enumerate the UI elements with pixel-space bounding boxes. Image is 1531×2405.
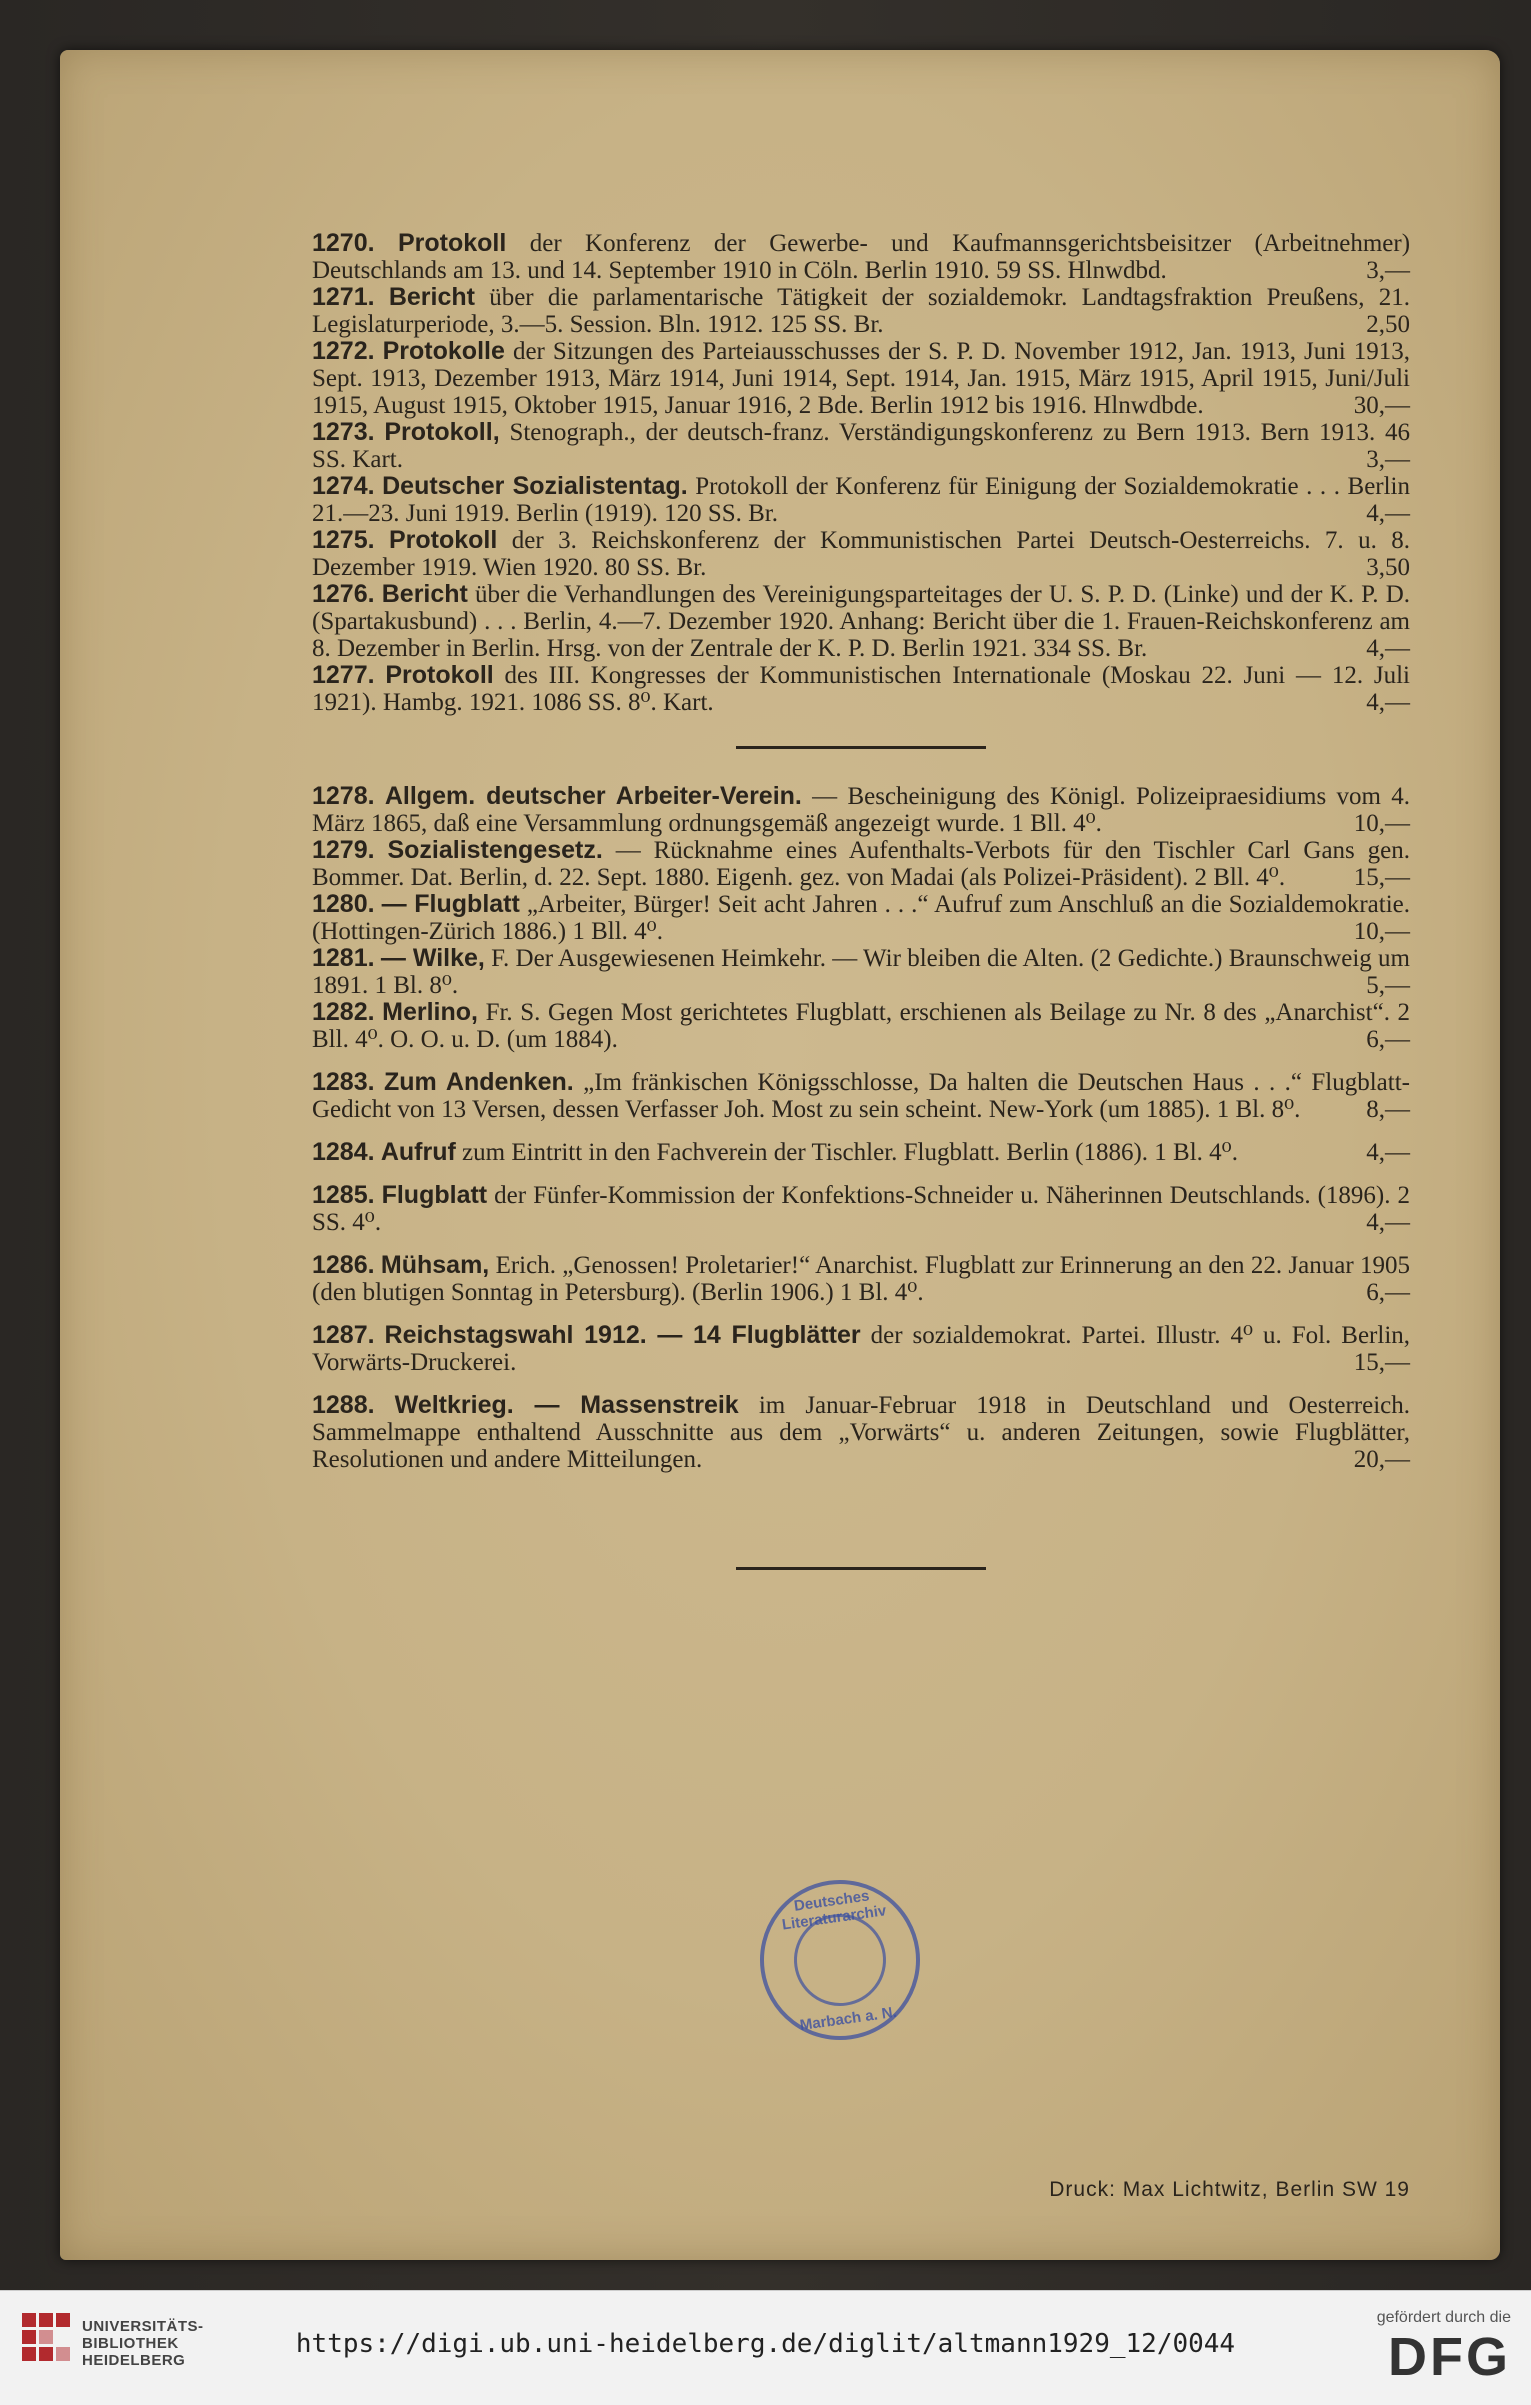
entry-keyword: Flugblatt bbox=[381, 1181, 488, 1209]
entry-keyword: Bericht bbox=[381, 580, 468, 608]
entry-description: Stenograph., der deutsch-franz. Verständigungskonferenz zu Bern 1913. Bern 1913. 46 SS. Kart. bbox=[312, 419, 1411, 473]
entry-description: über die parlamentarische Tätigkeit der sozialdemokr. Landtagsfraktion Preußens, 21. Legislaturperiode, 3.—5. Session. Bln. 1912. 125 SS. Br. bbox=[312, 284, 1411, 338]
ub-name-line: BIBLIOTHEK bbox=[82, 2334, 179, 2352]
entry-price: 4,— bbox=[1366, 500, 1410, 527]
entry-price: 4,— bbox=[1366, 1209, 1410, 1236]
catalog-page bbox=[60, 50, 1500, 2260]
entry-description: der 3. Reichskonferenz der Kommunistischen Partei Deutsch-Oesterreichs. 7. u. 8. Dezember 1919. Wien 1920. 80 SS. Br. bbox=[312, 527, 1411, 581]
entry-keyword: Bericht bbox=[388, 283, 475, 311]
entry-number: 1273. bbox=[312, 418, 375, 446]
catalog-entry bbox=[312, 419, 1410, 473]
entry-keyword: Allgem. deutscher Arbeiter-Verein. bbox=[384, 782, 802, 810]
catalog-entry bbox=[312, 230, 1410, 284]
entry-keyword: Protokolle bbox=[382, 337, 505, 365]
entry-number: 1286. bbox=[312, 1251, 375, 1279]
section-protocols bbox=[312, 230, 1410, 716]
catalog-entry bbox=[312, 945, 1410, 999]
entry-price: 5,— bbox=[1366, 972, 1410, 999]
entry-number: 1288. bbox=[312, 1391, 375, 1419]
entry-price: 4,— bbox=[1366, 635, 1410, 662]
entry-description: im Januar-Februar 1918 in Deutschland und Oesterreich. Sammelmappe enthaltend Ausschnitte aus dem „Vorwärts“ u. anderen Zeitungen, sowie Flugblätter, Resolutionen und andere Mitteilungen. bbox=[312, 1392, 1411, 1473]
entry-description: über die Verhandlungen des Vereinigungsparteitages der U. S. P. D. (Linke) und der K. P. D. (Spartakusbund) . . . Berlin, 4.—7. Dezember 1920. Anhang: Bericht über die 1. Frauen-Reichskonferenz am 8. Dezember in Berlin. Hrsg. von der Zentrale der K. P. D. Berlin 1921. 334 SS. Br. bbox=[312, 581, 1410, 662]
entry-price: 3,— bbox=[1366, 446, 1410, 473]
entry-keyword: — Flugblatt bbox=[381, 890, 520, 918]
catalog-entry bbox=[312, 581, 1410, 662]
entry-price: 3,— bbox=[1366, 257, 1410, 284]
entry-number: 1280. bbox=[312, 890, 375, 918]
entry-price: 4,— bbox=[1366, 1139, 1410, 1166]
entry-price: 20,— bbox=[1353, 1446, 1410, 1473]
catalog-entry bbox=[312, 891, 1410, 945]
entry-keyword: Protokoll, bbox=[384, 418, 500, 446]
entry-keyword: Weltkrieg. — Massenstreik bbox=[394, 1391, 739, 1419]
entry-description: Erich. „Genossen! Proletarier!“ Anarchist. Flugblatt zur Erinnerung an den 22. Januar 1905 (den blutigen Sonntag in Petersburg). (Berlin 1906.) 1 Bl. 4⁰. bbox=[312, 1252, 1410, 1306]
entry-keyword: Mühsam, bbox=[380, 1251, 490, 1279]
ub-name-line: UNIVERSITÄTS- bbox=[82, 2317, 204, 2335]
entry-price: 10,— bbox=[1353, 918, 1410, 945]
stamp-line-2: Marbach a. N. bbox=[798, 2003, 898, 2035]
printer-imprint: Druck: Max Lichtwitz, Berlin SW 19 bbox=[1049, 2178, 1410, 2201]
entry-keyword: Merlino, bbox=[382, 998, 478, 1026]
entry-description: Protokoll der Konferenz für Einigung der Sozialdemokratie . . . Berlin 21.—23. Juni 1919. Berlin (1919). 120 SS. Br. bbox=[312, 473, 1411, 527]
entry-price: 8,— bbox=[1366, 1096, 1410, 1123]
dfg-logo: DFG bbox=[1388, 2327, 1511, 2387]
entry-keyword: Aufruf bbox=[380, 1138, 456, 1166]
entry-price: 3,50 bbox=[1366, 554, 1410, 581]
entry-price: 6,— bbox=[1366, 1026, 1410, 1053]
entry-description: der Sitzungen des Parteiausschusses der S. P. D. November 1912, Jan. 1913, Juni 1913, Sept. 1913, Dezember 1913, März 1914, Juni 1914, Sept. 1914, Jan. 1915, März 1915, April 1915, Juni/Juli 1915, August 1915, Oktober 1915, Januar 1916, 2 Bde. Berlin 1912 bis 1916. Hlnwdbde. bbox=[312, 338, 1410, 419]
entry-number: 1276. bbox=[312, 580, 375, 608]
entry-number: 1271. bbox=[312, 283, 375, 311]
catalog-listing bbox=[312, 230, 1410, 1604]
entry-number: 1282. bbox=[312, 998, 375, 1026]
ub-name-line: HEIDELBERG bbox=[82, 2351, 186, 2369]
entry-number: 1274. bbox=[312, 472, 375, 500]
entry-description: — Rücknahme eines Aufenthalts-Verbots für den Tischler Carl Gans gen. Bommer. Dat. Berlin, d. 22. Sept. 1880. Eigenh. gez. von Madai (als Polizei-Präsident). 2 Bll. 4⁰. bbox=[312, 837, 1411, 891]
entry-number: 1270. bbox=[312, 229, 375, 257]
entry-keyword: — Wilke, bbox=[380, 944, 485, 972]
catalog-entry bbox=[312, 999, 1410, 1053]
entry-number: 1281. bbox=[312, 944, 375, 972]
viewer-footer bbox=[0, 2290, 1531, 2405]
stamp-line-1: Deutsches Literaturarchiv bbox=[780, 1887, 888, 1934]
entry-keyword: Protokoll bbox=[388, 526, 498, 554]
entry-price: 15,— bbox=[1353, 864, 1410, 891]
entry-description: F. Der Ausgewiesenen Heimkehr. — Wir bleiben die Alten. (2 Gedichte.) Braunschweig um 1891. 1 Bl. 8⁰. bbox=[312, 945, 1411, 999]
catalog-entry bbox=[312, 1069, 1410, 1123]
library-stamp bbox=[750, 1870, 931, 2051]
catalog-entry bbox=[312, 837, 1410, 891]
catalog-entry bbox=[312, 1139, 1410, 1166]
section-divider-end bbox=[736, 1567, 986, 1570]
entry-keyword: Protokoll bbox=[397, 229, 507, 257]
entry-number: 1285. bbox=[312, 1181, 375, 1209]
entry-description: der Konferenz der Gewerbe- und Kaufmannsgerichtsbeisitzer (Arbeitnehmer) Deutschlands am 13. und 14. September 1910 in Cöln. Berlin 1910. 59 SS. Hlnwdbd. bbox=[312, 230, 1411, 284]
entry-description: zum Eintritt in den Fachverein der Tischler. Flugblatt. Berlin (1886). 1 Bl. 4⁰. bbox=[462, 1139, 1238, 1166]
entry-price: 4,— bbox=[1366, 689, 1410, 716]
entry-description: Fr. S. Gegen Most gerichtetes Flugblatt, erschienen als Beilage zu Nr. 8 des „Anarchist“. 2 Bll. 4⁰. O. O. u. D. (um 1884). bbox=[312, 999, 1411, 1053]
catalog-entry bbox=[312, 338, 1410, 419]
section-flyers bbox=[312, 783, 1410, 1473]
entry-price: 6,— bbox=[1366, 1279, 1410, 1306]
catalog-entry bbox=[312, 1392, 1410, 1473]
entry-number: 1283. bbox=[312, 1068, 375, 1096]
entry-price: 30,— bbox=[1353, 392, 1410, 419]
entry-description: „Arbeiter, Bürger! Seit acht Jahren . . .“ Aufruf zum Anschluß an die Sozialdemokratie. (Hottingen-Zürich 1886.) 1 Bll. 4⁰. bbox=[312, 891, 1410, 945]
catalog-entry bbox=[312, 662, 1410, 716]
catalog-entry bbox=[312, 284, 1410, 338]
catalog-entry bbox=[312, 1252, 1410, 1306]
funder-caption: gefördert durch die bbox=[1376, 2309, 1511, 2326]
permalink-url[interactable]: https://digi.ub.uni-heidelberg.de/diglit/altmann1929_12/0044 bbox=[295, 2329, 1236, 2359]
entry-price: 15,— bbox=[1353, 1349, 1410, 1376]
entry-number: 1279. bbox=[312, 836, 375, 864]
entry-price: 2,50 bbox=[1366, 311, 1410, 338]
entry-description: — Bescheinigung des Königl. Polizeipraesidiums vom 4. März 1865, daß eine Versammlung ordnungsgemäß angezeigt wurde. 1 Bll. 4⁰. bbox=[312, 783, 1410, 837]
entry-number: 1277. bbox=[312, 661, 375, 689]
entry-number: 1287. bbox=[312, 1321, 375, 1349]
dfg-funder[interactable] bbox=[1377, 2309, 1511, 2387]
catalog-entry bbox=[312, 527, 1410, 581]
entry-number: 1275. bbox=[312, 526, 375, 554]
entry-description: des III. Kongresses der Kommunistischen Internationale (Moskau 22. Juni — 12. Juli 1921). Hambg. 1921. 1086 SS. 8⁰. Kart. bbox=[312, 662, 1411, 716]
entry-keyword: Reichstagswahl 1912. — 14 Flugblätter bbox=[384, 1321, 861, 1349]
entry-number: 1284. bbox=[312, 1138, 375, 1166]
entry-keyword: Protokoll bbox=[385, 661, 494, 689]
entry-keyword: Deutscher Sozialistentag. bbox=[382, 472, 688, 500]
section-divider bbox=[736, 746, 986, 749]
entry-price: 10,— bbox=[1353, 810, 1410, 837]
catalog-entry bbox=[312, 1322, 1410, 1376]
catalog-entry bbox=[312, 473, 1410, 527]
entry-description: der Fünfer-Kommission der Konfektions-Schneider u. Näherinnen Deutschlands. (1896). 2 SS. 4⁰. bbox=[312, 1182, 1411, 1236]
entry-keyword: Sozialistengesetz. bbox=[387, 836, 603, 864]
entry-description: der sozialdemokrat. Partei. Illustr. 4⁰ u. Fol. Berlin, Vorwärts-Druckerei. bbox=[312, 1322, 1411, 1376]
catalog-entry bbox=[312, 1182, 1410, 1236]
catalog-entry bbox=[312, 783, 1410, 837]
entry-number: 1272. bbox=[312, 337, 375, 365]
entry-description: „Im fränkischen Königsschlosse, Da halten die Deutschen Haus . . .“ Flugblatt-Gedicht von 13 Versen, dessen Verfasser Joh. Most zu sein scheint. New-York (um 1885). 1 Bl. 8⁰. bbox=[312, 1069, 1410, 1123]
entry-keyword: Zum Andenken. bbox=[383, 1068, 574, 1096]
entry-number: 1278. bbox=[312, 782, 375, 810]
